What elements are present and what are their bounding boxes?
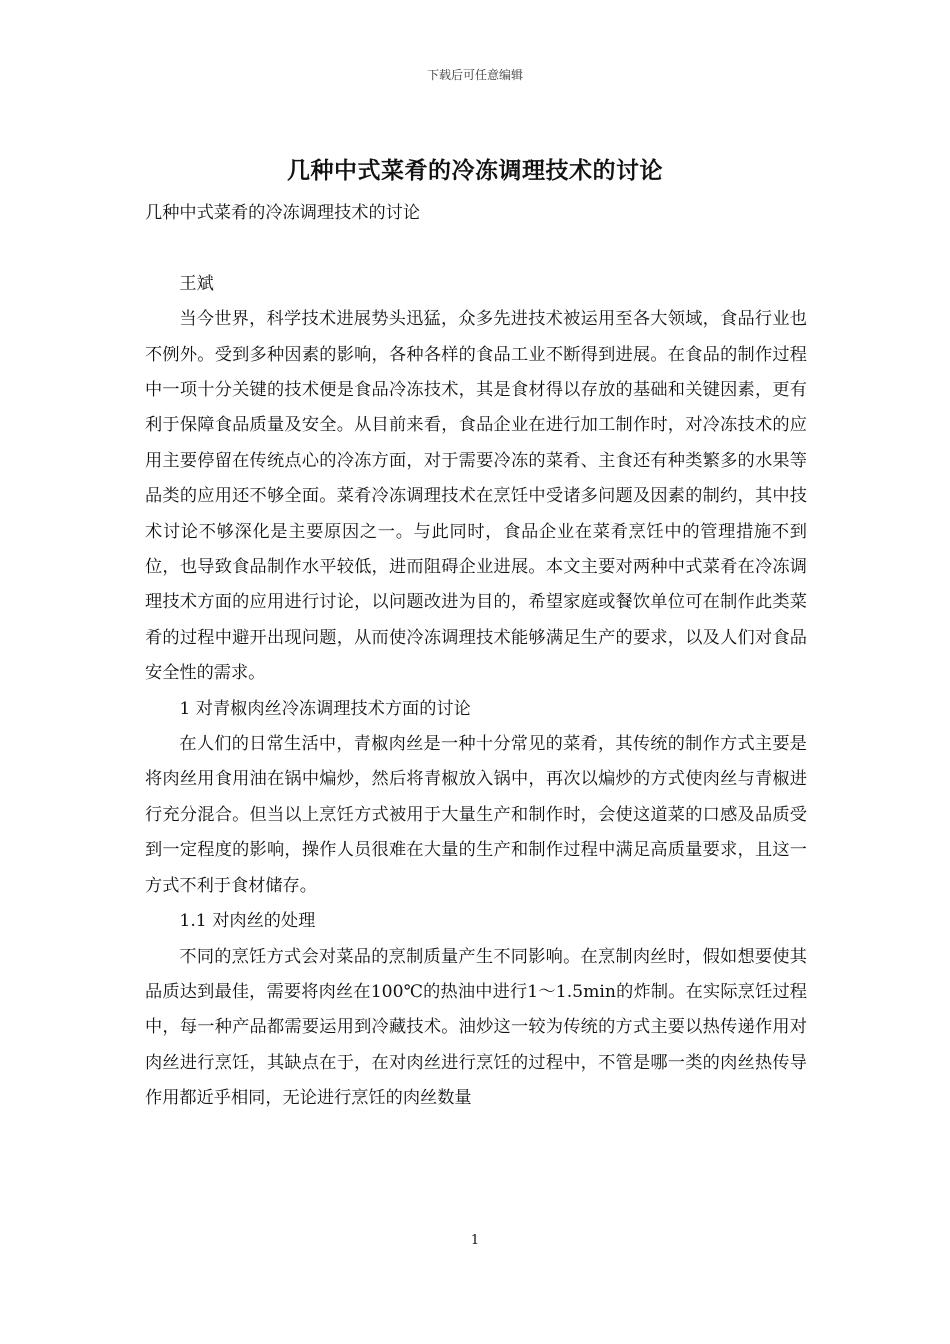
blank-line bbox=[145, 231, 807, 266]
page-header-note: 下载后可任意编辑 bbox=[426, 68, 523, 82]
document-author: 王斌 bbox=[179, 273, 214, 294]
section-heading-1: 1 对青椒肉丝冷冻调理技术方面的讨论 bbox=[179, 698, 471, 719]
document-title: 几种中式菜肴的冷冻调理技术的讨论 bbox=[287, 157, 663, 184]
document-subtitle: 几种中式菜肴的冷冻调理技术的讨论 bbox=[145, 203, 421, 223]
paragraph-section-1-1: 不同的烹饪方式会对菜品的烹制质量产生不同影响。在烹制肉丝时，假如想要使其品质达到最佳，需要将肉丝在100℃的热油中进行1～1.5min的炸制。在实际烹饪过程中，每一种产品都需要运用到冷藏技术。油炒这一较为传统的方式主要以热传递作用对肉丝进行烹饪，其缺点在于，在对肉丝进行烹饪的过程中，不管是哪一类的肉丝热传导作用都近乎相同，无论进行烹饪的肉丝数量 bbox=[145, 946, 807, 1109]
paragraph-intro: 当今世界，科学技术进展势头迅猛，众多先进技术被运用至各大领域，食品行业也不例外。受到多种因素的影响，各种各样的食品工业不断得到进展。在食品的制作过程中一项十分关键的技术便是食品冷冻技术，其是食材得以存放的基础和关键因素，更有利于保障食品质量及安全。从目前来看，食品企业在进行加工制作时，对冷冻技术的应用主要停留在传统点心的冷冻方面，对于需要冷冻的菜肴、主食还有种类繁多的水果等品类的应用还不够全面。菜肴冷冻调理技术在烹饪中受诸多问题及因素的制约，其中技术讨论不够深化是主要原因之一。与此同时，食品企业在菜肴烹饪中的管理措施不到位，也导致食品制作水平较低，进而阻碍企业进展。本文主要对两种中式菜肴在冷冻调理技术方面的应用进行讨论，以问题改进为目的，希望家庭或餐饮单位可在制作此类菜肴的过程中避开出现问题，从而使冷冻调理技术能够满足生产的要求，以及人们对食品安全性的需求。 bbox=[145, 309, 807, 684]
section-heading-1-1: 1.1 对肉丝的处理 bbox=[179, 911, 316, 932]
paragraph-section-1: 在人们的日常生活中，青椒肉丝是一种十分常见的菜肴，其传统的制作方式主要是将肉丝用食用油在锅中煸炒，然后将青椒放入锅中，再次以煸炒的方式使肉丝与青椒进行充分混合。但当以上烹饪方式被用于大量生产和制作时，会使这道菜的口感及品质受到一定程度的影响，操作人员很难在大量的生产和制作过程中满足高质量要求，且这一方式不利于食材储存。 bbox=[145, 734, 807, 896]
document-body bbox=[145, 196, 807, 1117]
page-number: 1 bbox=[470, 1233, 480, 1248]
